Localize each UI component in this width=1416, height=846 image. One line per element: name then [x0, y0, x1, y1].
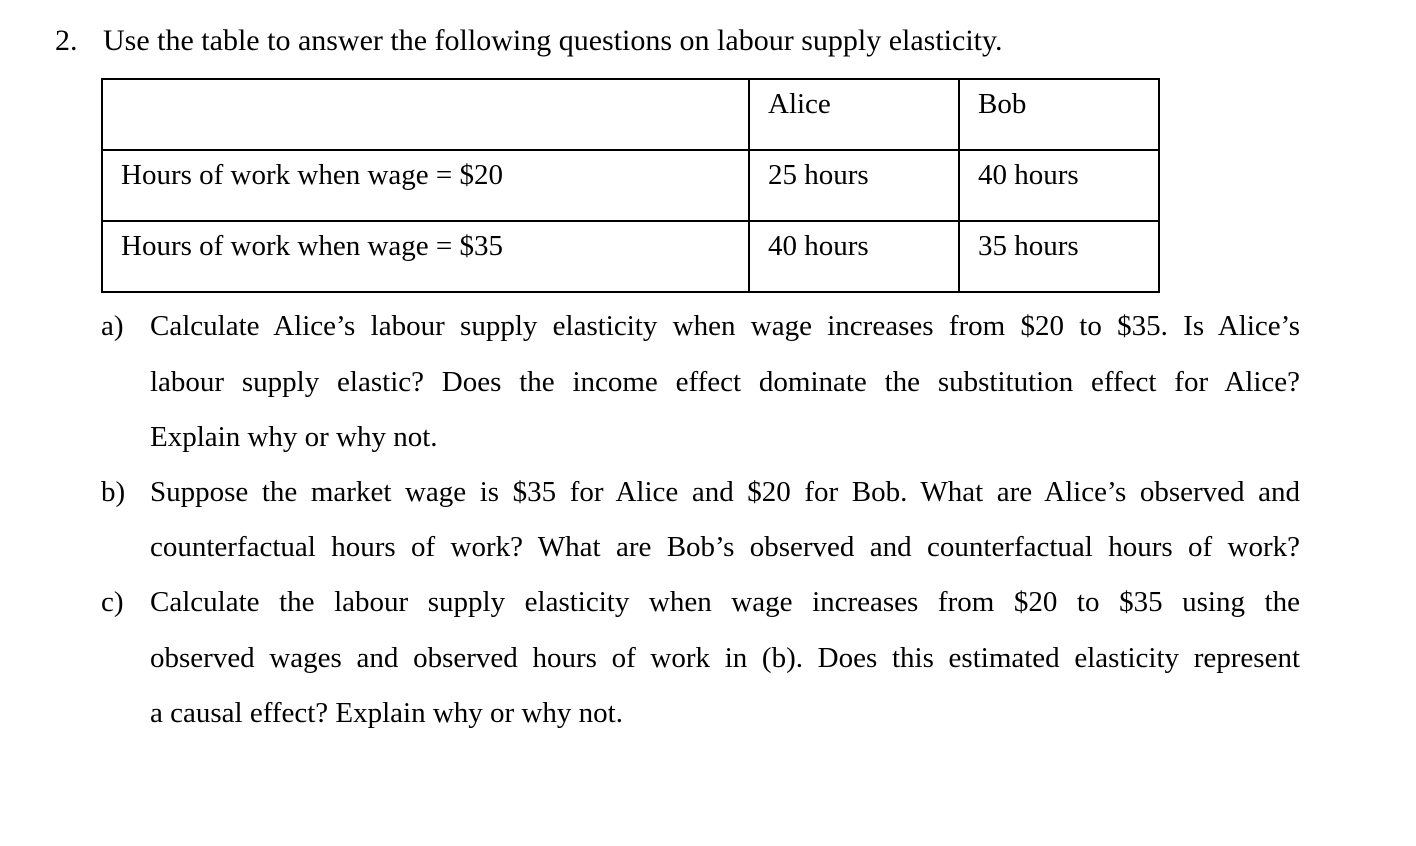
part-a-line-3: Explain why or why not.: [150, 421, 438, 453]
table-cell: 40 hours: [959, 150, 1159, 221]
question-number: 2.: [55, 24, 78, 57]
question-heading: [55, 24, 1003, 58]
part-b-label: b): [101, 476, 126, 508]
table-header-row: [102, 79, 1159, 150]
table-header-cell: [102, 79, 749, 150]
labour-supply-table: [101, 78, 1160, 293]
part-c-text: Calculate the labour supply elasticity when wage increases from $20 to $35 using the: [150, 586, 1300, 618]
part-c-text: observed wages and observed hours of work in (b). Does this estimated elasticity represent: [150, 642, 1300, 674]
table-header-cell: Bob: [959, 79, 1159, 150]
part-b-line-1: [101, 476, 1300, 509]
table-cell: 40 hours: [749, 221, 959, 292]
part-a-text: Calculate Alice’s labour supply elasticity when wage increases from $20 to $35. Is Alice’s: [150, 310, 1300, 342]
question-text: Use the table to answer the following questions on labour supply elasticity.: [103, 24, 1003, 57]
part-c-line-1: [101, 586, 1300, 619]
part-a-line-2: [150, 366, 1300, 399]
table-cell: 25 hours: [749, 150, 959, 221]
table-cell: 35 hours: [959, 221, 1159, 292]
part-c-line-2: [150, 642, 1300, 675]
table-row: [102, 221, 1159, 292]
part-a-label: a): [101, 310, 124, 342]
part-b-text: Suppose the market wage is $35 for Alice and $20 for Bob. What are Alice’s observed and: [150, 476, 1300, 508]
part-a-text: labour supply elastic? Does the income effect dominate the substitution effect for Alice?: [150, 366, 1300, 398]
table-header-cell: Alice: [749, 79, 959, 150]
part-a-line-1: [101, 310, 1300, 343]
part-b-line-2: [150, 531, 1300, 564]
part-c-line-3: a causal effect? Explain why or why not.: [150, 697, 623, 729]
table-row: [102, 150, 1159, 221]
table-cell: Hours of work when wage = $20: [102, 150, 749, 221]
part-b-text: counterfactual hours of work? What are Bob’s observed and counterfactual hours of work?: [150, 531, 1300, 563]
part-c-label: c): [101, 586, 124, 618]
table-cell: Hours of work when wage = $35: [102, 221, 749, 292]
